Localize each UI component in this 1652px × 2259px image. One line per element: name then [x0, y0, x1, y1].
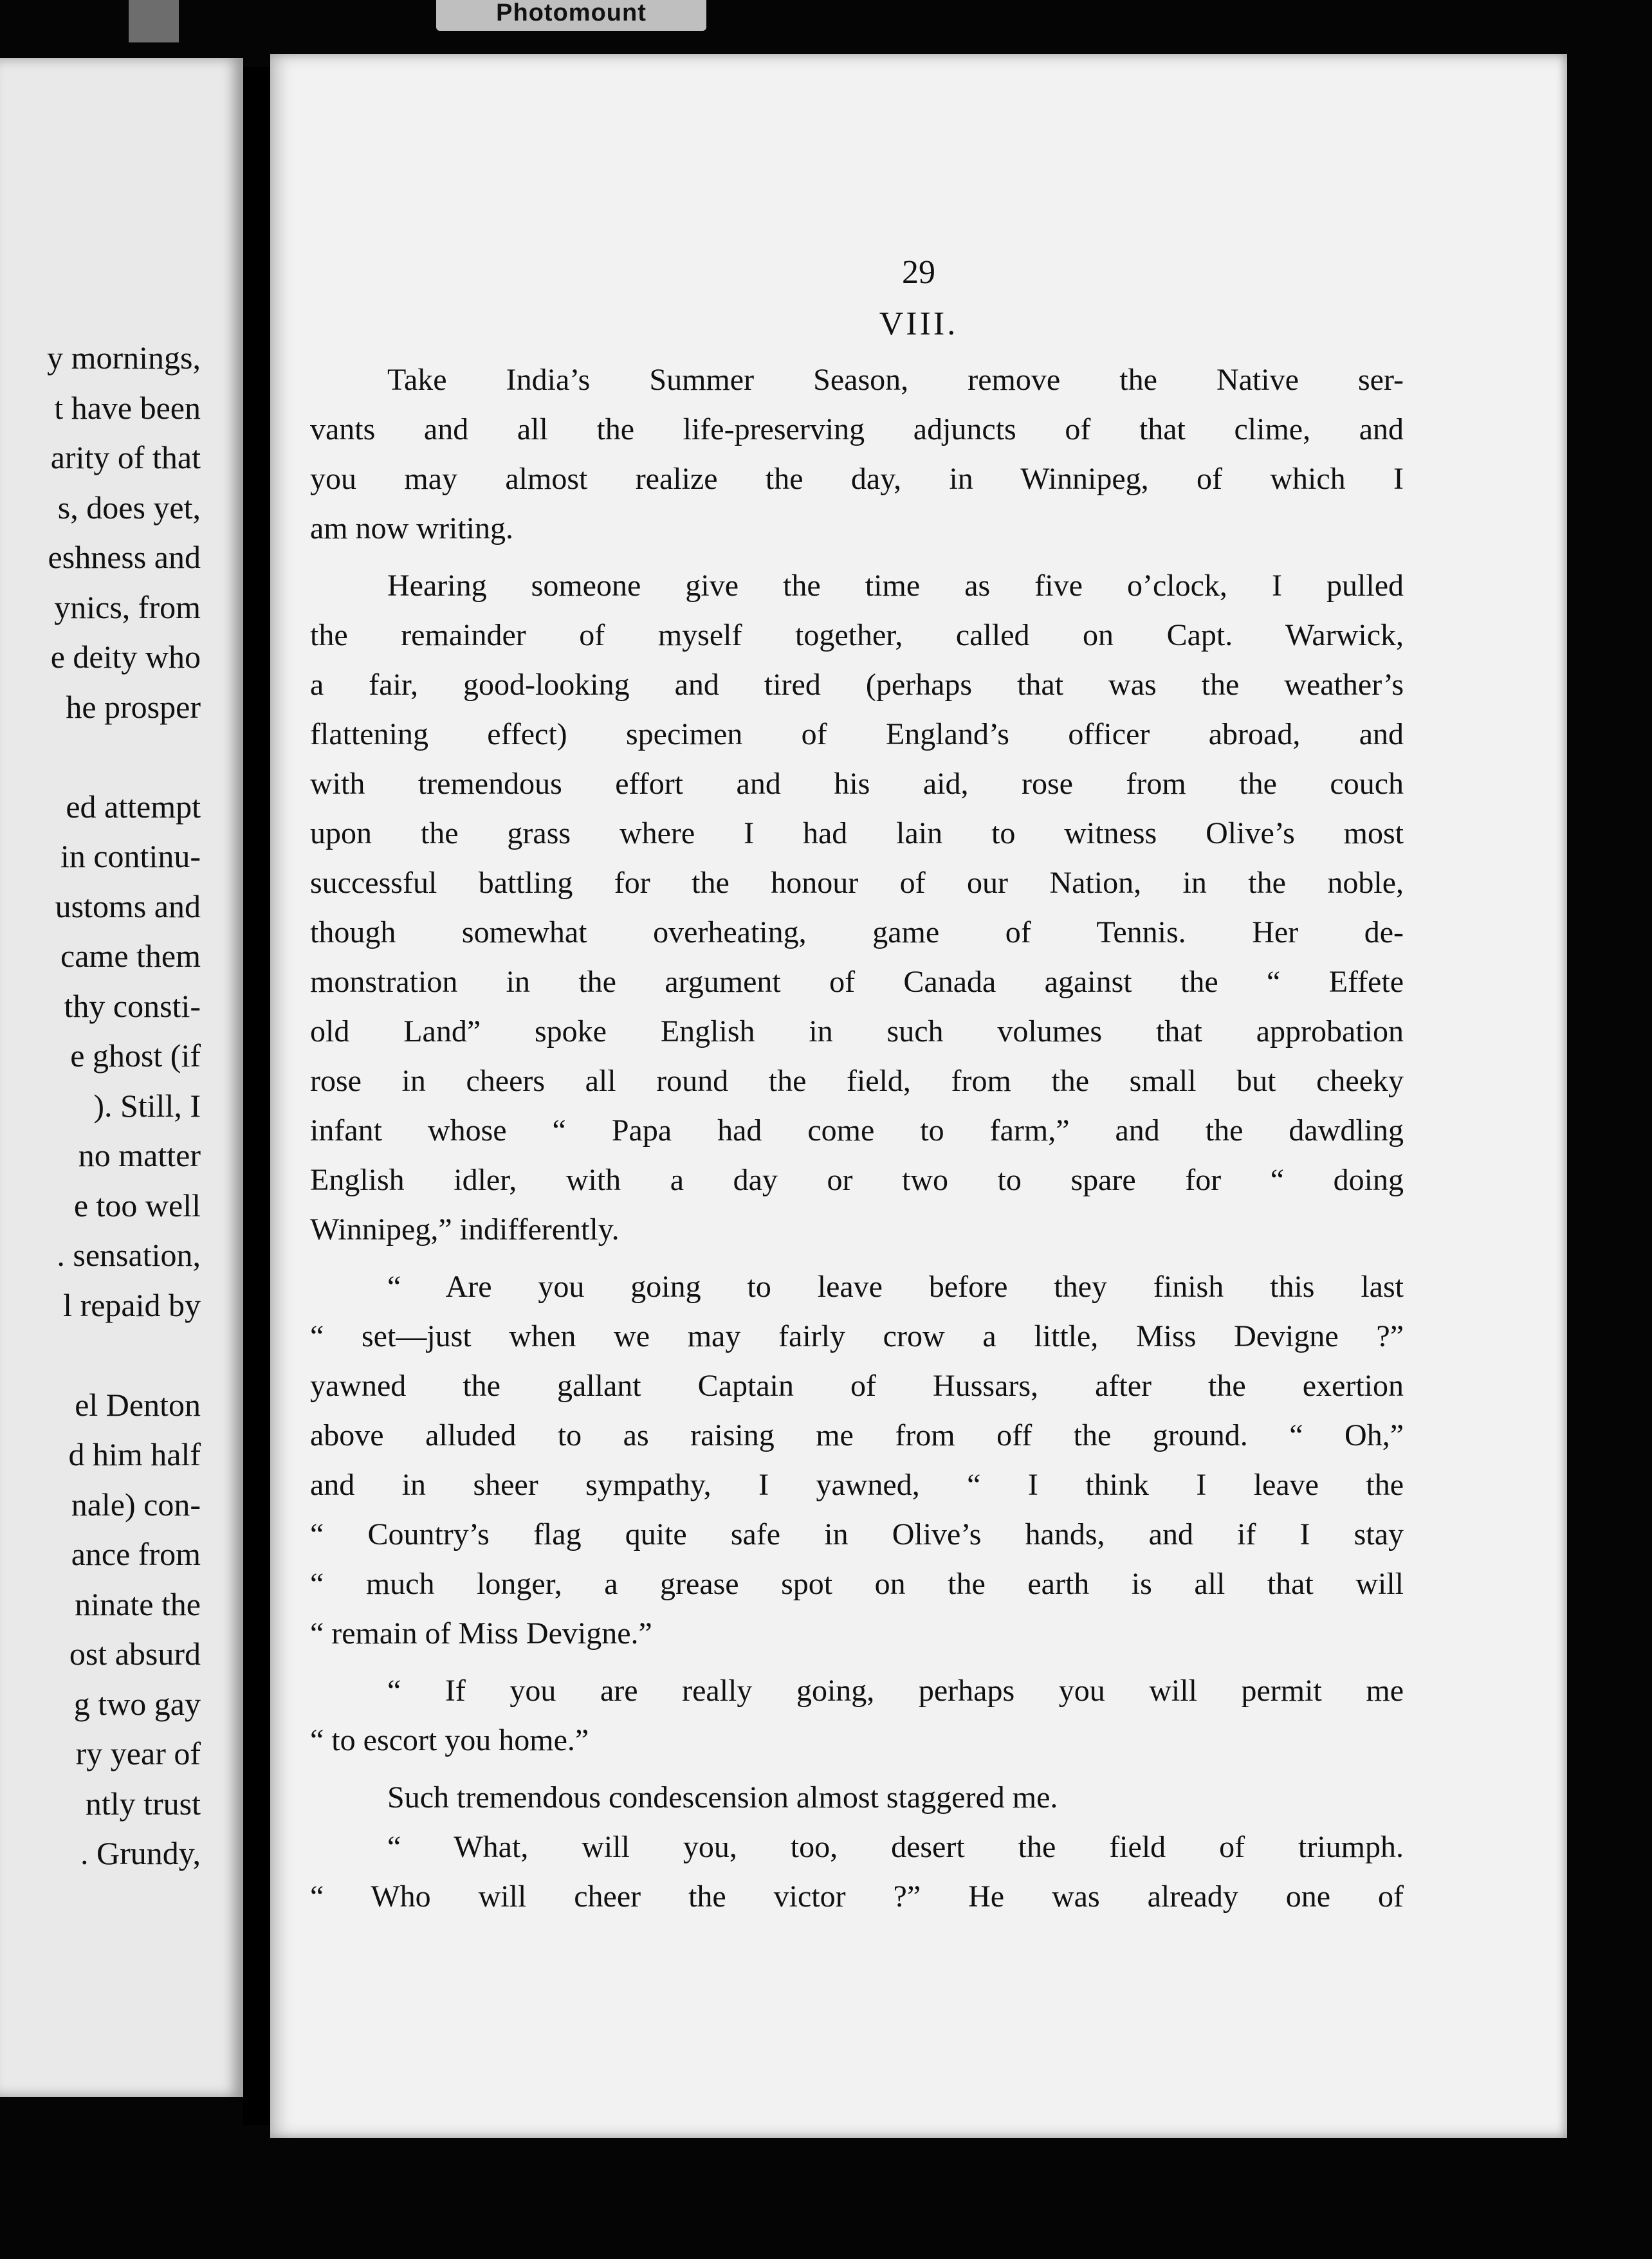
- text-line: “ remain of Miss Devigne.”: [310, 1616, 652, 1651]
- text-line: successful battling for the honour of our Nation, in the noble,: [310, 866, 1404, 900]
- text-line: am now writing.: [310, 511, 513, 545]
- left-line-gap: [0, 732, 201, 782]
- left-line: ry year of: [75, 1735, 201, 1771]
- text-line: Take India’s Summer Season, remove the Native ser-: [387, 363, 1404, 397]
- text-line: and in sheer sympathy, I yawned, “ I think I leave the: [310, 1468, 1404, 1502]
- left-line: eshness and: [48, 539, 201, 575]
- left-line: . sensation,: [57, 1237, 201, 1273]
- left-line: e too well: [73, 1187, 201, 1223]
- left-line: t have been: [54, 389, 201, 426]
- left-line: in continu-: [60, 838, 201, 874]
- text-line: Hearing someone give the time as five o’clock, I pulled: [387, 569, 1404, 603]
- left-line: l repaid by: [63, 1286, 201, 1323]
- text-line: yawned the gallant Captain of Hussars, after the exertion: [310, 1369, 1404, 1403]
- text-line: English idler, with a day or two to spare for “ doing: [310, 1163, 1404, 1197]
- text-line: Winnipeg,” indifferently.: [310, 1212, 620, 1247]
- text-line: “ Country’s flag quite safe in Olive’s hands, and if I stay: [310, 1517, 1404, 1551]
- text-line: old Land” spoke English in such volumes that approbation: [310, 1014, 1404, 1048]
- text-line: flattening effect) specimen of England’s officer abroad, and: [310, 717, 1404, 751]
- photomount-tape: [436, 0, 706, 31]
- left-line: came them: [60, 938, 201, 974]
- left-line: no matter: [78, 1137, 201, 1173]
- left-line: d him half: [68, 1436, 201, 1472]
- text-line: “ Are you going to leave before they finish this last: [387, 1270, 1404, 1304]
- text-line: monstration in the argument of Canada against the “ Effete: [310, 965, 1404, 999]
- left-line: . Grundy,: [80, 1835, 201, 1871]
- left-line: g two gay: [73, 1685, 201, 1722]
- left-line: e ghost (if: [70, 1038, 201, 1074]
- text-line: the remainder of myself together, called on Capt. Warwick,: [310, 618, 1404, 652]
- photomount-label: Photomount: [496, 0, 647, 26]
- body-text: [310, 355, 1404, 1921]
- text-line: infant whose “ Papa had come to farm,” and the dawdling: [310, 1113, 1404, 1148]
- left-line: nale) con-: [71, 1486, 201, 1523]
- left-line: ed attempt: [66, 788, 201, 825]
- text-line: with tremendous effort and his aid, rose from the couch: [310, 767, 1404, 801]
- film-edge-marking: [129, 0, 179, 42]
- left-page-text: [0, 333, 201, 1879]
- left-line: ynics, from: [54, 589, 201, 625]
- right-page: [270, 54, 1567, 2138]
- text-line: “ If you are really going, perhaps you will permit me: [387, 1674, 1404, 1708]
- text-line: you may almost realize the day, in Winnipeg, of which I: [310, 462, 1404, 496]
- chapter-heading: VIII.: [879, 306, 959, 342]
- left-line: arity of that: [50, 439, 201, 475]
- text-line: though somewhat overheating, game of Tennis. Her de-: [310, 915, 1404, 949]
- left-line: ance from: [71, 1536, 201, 1572]
- left-line: ustoms and: [55, 888, 201, 924]
- left-line: ntly trust: [85, 1785, 201, 1822]
- text-line: rose in cheers all round the field, from the small but cheeky: [310, 1064, 1404, 1098]
- left-line: ninate the: [75, 1586, 201, 1622]
- text-line: “ much longer, a grease spot on the earth is all that will: [310, 1567, 1404, 1601]
- text-line: upon the grass where I had lain to witness Olive’s most: [310, 816, 1404, 850]
- page-number: 29: [902, 254, 935, 291]
- text-line: Such tremendous condescension almost staggered me.: [387, 1780, 1058, 1815]
- left-page: [0, 58, 243, 2097]
- left-line: e deity who: [50, 639, 201, 675]
- text-line: “ What, will you, too, desert the field of triumph.: [387, 1830, 1404, 1864]
- text-line: “ to escort you home.”: [310, 1723, 589, 1757]
- left-line: he prosper: [66, 688, 201, 725]
- left-line: el Denton: [75, 1386, 201, 1423]
- left-line: ost absurd: [69, 1636, 201, 1672]
- text-line: above alluded to as raising me from off the ground. “ Oh,”: [310, 1418, 1404, 1452]
- left-line: thy consti-: [64, 987, 201, 1024]
- left-line-gap: [0, 1330, 201, 1380]
- text-line: “ set—just when we may fairly crow a little, Miss Devigne ?”: [310, 1319, 1404, 1353]
- left-line: ). Still, I: [93, 1087, 201, 1124]
- text-line: “ Who will cheer the victor ?” He was already one of: [310, 1879, 1404, 1914]
- text-line: a fair, good-looking and tired (perhaps that was the weather’s: [310, 668, 1404, 702]
- text-line: vants and all the life-preserving adjuncts of that clime, and: [310, 412, 1404, 446]
- left-line: s, does yet,: [57, 489, 201, 526]
- left-line: y mornings,: [47, 340, 201, 376]
